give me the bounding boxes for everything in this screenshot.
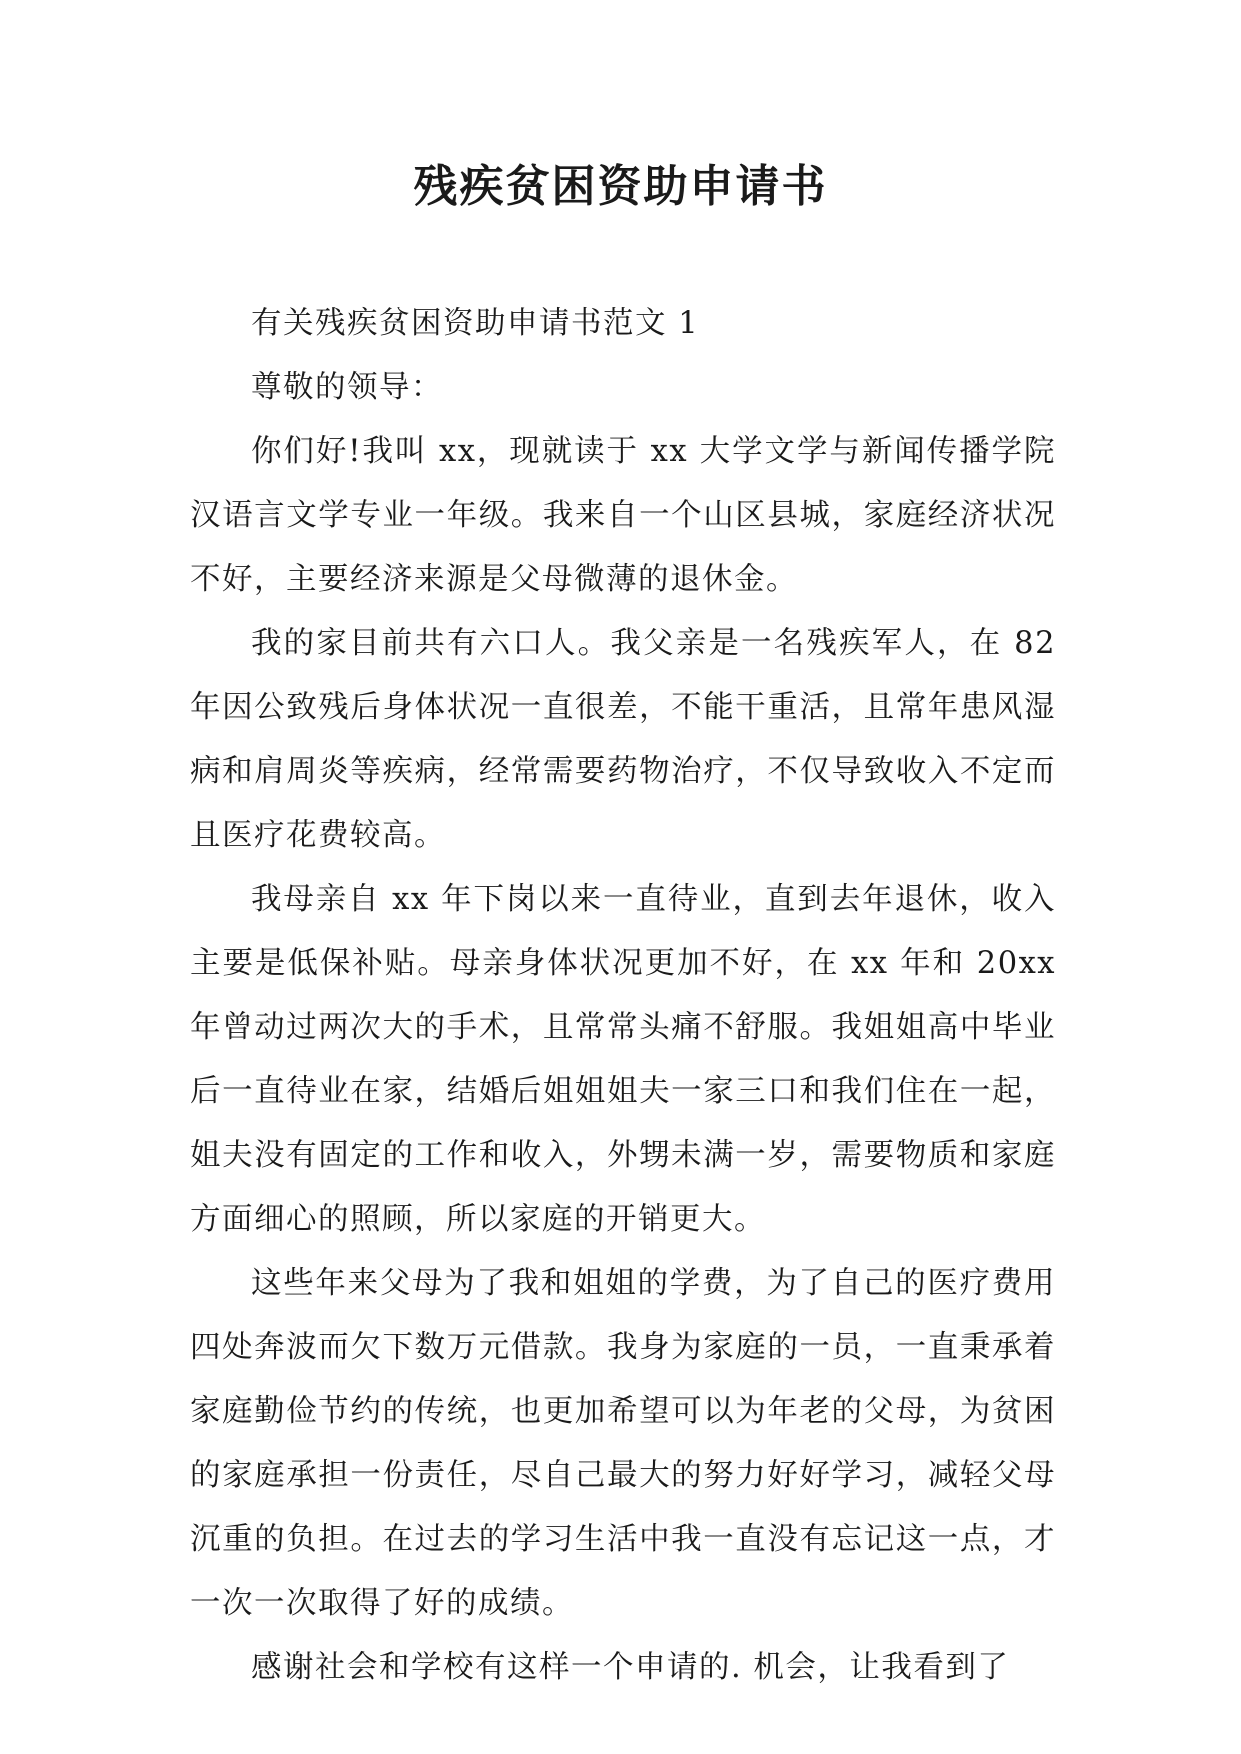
document-title: 残疾贫困资助申请书 xyxy=(413,161,828,212)
paragraph-heading: 有关残疾贫困资助申请书范文 1 xyxy=(251,306,700,341)
document-body xyxy=(190,292,1056,1700)
paragraph-father: 我的家目前共有六口人。我父亲是一名残疾军人，在 82 年因公致残后身体状况一直很差，不能干重活，且常年患风湿病和肩周炎等疾病，经常需要药物治疗，不仅导致收入不定而且医疗花费较高。 xyxy=(190,626,1056,853)
paragraph-introduction: 你们好!我叫 xx，现就读于 xx 大学文学与新闻传播学院汉语言文学专业一年级。我来自一个山区县城，家庭经济状况不好，主要经济来源是父母微薄的退休金。 xyxy=(190,434,1056,597)
paragraph-expenses: 这些年来父母为了我和姐姐的学费，为了自己的医疗费用四处奔波而欠下数万元借款。我身为家庭的一员，一直秉承着家庭勤俭节约的传统，也更加希望可以为年老的父母，为贫困的家庭承担一份责任，尽自己最大的努力好好学习，减轻父母沉重的负担。在过去的学习生活中我一直没有忘记这一点，才一次一次取得了好的成绩。 xyxy=(190,1266,1056,1621)
paragraph-gratitude: 感谢社会和学校有这样一个申请的. 机会，让我看到了 xyxy=(251,1650,1010,1685)
paragraph-mother-sister: 我母亲自 xx 年下岗以来一直待业，直到去年退休，收入主要是低保补贴。母亲身体状况更加不好，在 xx 年和 20xx 年曾动过两次大的手术，且常常头痛不舒服。我姐姐高中毕业后一直待业在家，结婚后姐姐姐夫一家三口和我们住在一起，姐夫没有固定的工作和收入，外甥未满一岁，需要物质和家庭方面细心的照顾，所以家庭的开销更大。 xyxy=(190,882,1056,1237)
paragraph-salutation: 尊敬的领导： xyxy=(251,370,443,405)
